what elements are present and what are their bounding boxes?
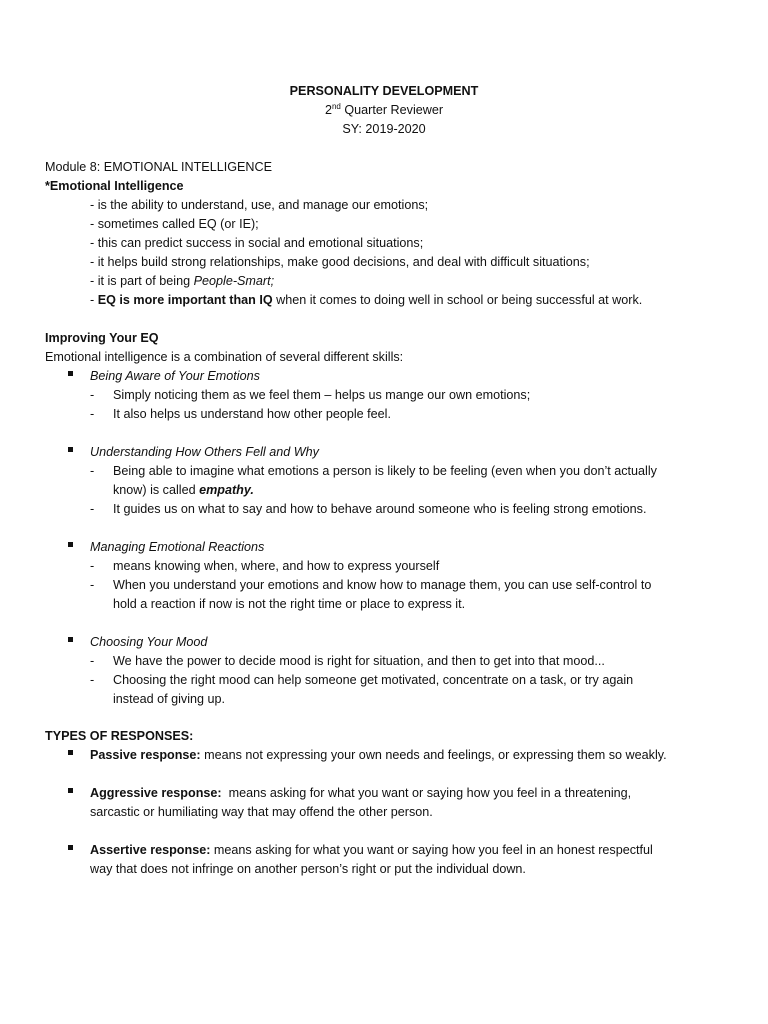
skill-4-title: Choosing Your Mood bbox=[90, 635, 208, 649]
bullet-square-icon bbox=[68, 637, 73, 642]
skill-4-point-b-line-2: instead of giving up. bbox=[113, 692, 226, 706]
bullet-square-icon bbox=[68, 447, 73, 452]
aggressive-text-1: means asking for what you want or saying how you feel in a threatening, bbox=[221, 786, 632, 800]
skill-3-point-b-line-1: When you understand your emotions and know how to manage them, you can use self-control to bbox=[113, 578, 652, 592]
dash-marker: - bbox=[90, 559, 95, 573]
subtitle-text: Quarter Reviewer bbox=[340, 103, 444, 117]
subtitle-superscript: nd bbox=[331, 101, 341, 111]
skill-2-point-a-text: know) is called bbox=[113, 483, 200, 497]
assertive-label: Assertive response: bbox=[90, 843, 211, 857]
bullet-square-icon bbox=[68, 371, 73, 376]
skill-4-point-b-line-1: Choosing the right mood can help someone get motivated, concentrate on a task, or try again bbox=[113, 673, 634, 687]
subtitle-number: 2 bbox=[324, 103, 332, 117]
module-title: Module 8: EMOTIONAL INTELLIGENCE bbox=[45, 160, 272, 174]
skill-3-point-a: means knowing when, where, and how to express yourself bbox=[113, 559, 440, 573]
dash-marker: - bbox=[90, 654, 95, 668]
definition-line-4: - it helps build strong relationships, make good decisions, and deal with difficult situations; bbox=[90, 255, 590, 269]
dash-marker: - bbox=[90, 578, 95, 592]
definition-line-6 bbox=[90, 291, 642, 310]
responses-heading: TYPES OF RESPONSES: bbox=[45, 729, 194, 743]
document-title: PERSONALITY DEVELOPMENT bbox=[289, 84, 479, 98]
definition-5-italic: People-Smart; bbox=[193, 274, 275, 288]
bullet-square-icon bbox=[68, 542, 73, 547]
definition-6-dash: - bbox=[90, 293, 98, 307]
definition-6-bold: EQ is more important than IQ bbox=[97, 293, 273, 307]
bullet-square-icon bbox=[68, 845, 73, 850]
bullet-square-icon bbox=[68, 750, 73, 755]
assertive-response-line-1 bbox=[90, 841, 653, 860]
definition-line-2: - sometimes called EQ (or IE); bbox=[90, 217, 259, 231]
improving-heading: Improving Your EQ bbox=[45, 331, 159, 345]
aggressive-response-line-1 bbox=[90, 784, 631, 803]
skill-1-title: Being Aware of Your Emotions bbox=[90, 369, 260, 383]
definition-6-text: when it comes to doing well in school or being successful at work. bbox=[272, 293, 643, 307]
passive-label: Passive response: bbox=[90, 748, 201, 762]
passive-response bbox=[90, 746, 667, 765]
improving-intro: Emotional intelligence is a combination of several different skills: bbox=[45, 350, 404, 364]
skill-2-point-a-line-2 bbox=[113, 481, 254, 500]
dash-marker: - bbox=[90, 388, 95, 402]
document-subtitle bbox=[0, 101, 768, 120]
dash-marker: - bbox=[90, 464, 95, 478]
assertive-response-line-2: way that does not infringe on another person’s right or put the individual down. bbox=[90, 862, 526, 876]
dash-marker: - bbox=[90, 407, 95, 421]
skill-1-point-a: Simply noticing them as we feel them – helps us mange our own emotions; bbox=[113, 388, 531, 402]
skill-4-point-a: We have the power to decide mood is right for situation, and then to get into that mood... bbox=[113, 654, 605, 668]
skill-1-point-b: It also helps us understand how other people feel. bbox=[113, 407, 391, 421]
skill-3-title: Managing Emotional Reactions bbox=[90, 540, 265, 554]
bullet-square-icon bbox=[68, 788, 73, 793]
school-year: SY: 2019-2020 bbox=[342, 122, 426, 136]
skill-3-point-b-line-2: hold a reaction if now is not the right time or place to express it. bbox=[113, 597, 466, 611]
definition-line-1: - is the ability to understand, use, and manage our emotions; bbox=[90, 198, 429, 212]
dash-marker: - bbox=[90, 502, 95, 516]
definition-line-3: - this can predict success in social and emotional situations; bbox=[90, 236, 424, 250]
aggressive-response-line-2: sarcastic or humiliating way that may offend the other person. bbox=[90, 805, 433, 819]
dash-marker: - bbox=[90, 673, 95, 687]
definition-line-5 bbox=[90, 272, 274, 291]
aggressive-label: Aggressive response: bbox=[90, 786, 222, 800]
definition-5-text: - it is part of being bbox=[90, 274, 194, 288]
passive-text: means not expressing your own needs and feelings, or expressing them so weakly. bbox=[200, 748, 667, 762]
skill-2-point-a-line-1: Being able to imagine what emotions a person is likely to be feeling (even when you don’t actually bbox=[113, 464, 657, 478]
empathy-term: empathy. bbox=[199, 483, 254, 497]
skill-2-title: Understanding How Others Fell and Why bbox=[90, 445, 319, 459]
term-heading: *Emotional Intelligence bbox=[45, 179, 184, 193]
assertive-text-1: means asking for what you want or saying how you feel in an honest respectful bbox=[210, 843, 653, 857]
skill-2-point-b: It guides us on what to say and how to behave around someone who is feeling strong emotions. bbox=[113, 502, 647, 516]
